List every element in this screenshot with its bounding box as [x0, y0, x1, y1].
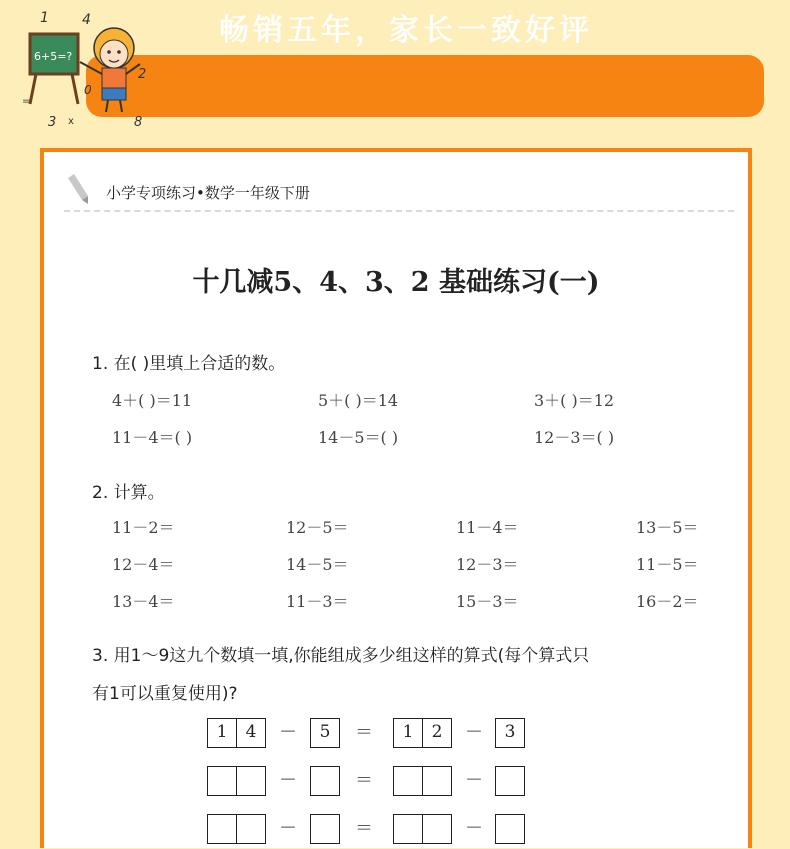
mascot-digit: 3 [48, 115, 57, 130]
empty-digit-box[interactable] [495, 814, 525, 844]
mascot-digit: 4 [82, 12, 91, 28]
empty-digit-box[interactable] [310, 814, 340, 844]
q1-item: 14－5＝( ) [318, 428, 399, 447]
pencil-icon [64, 174, 90, 204]
q2-item: 13－5＝ [636, 518, 699, 537]
mascot-illustration [18, 4, 158, 130]
q2-item: 12－5＝ [286, 518, 349, 537]
mascot-digit: x [68, 116, 74, 127]
digit-box: 4 [236, 718, 266, 748]
empty-digit-box[interactable] [207, 814, 237, 844]
lesson-title: 十几减5、4、3、2 基础练习(一) [192, 267, 600, 298]
mascot-digit: = [22, 96, 31, 107]
question-3-prompt-line1: 3. 用1～9这九个数填一填,你能组成多少组这样的算式(每个算式只 [92, 646, 590, 666]
q1-item: 12－3＝( ) [534, 428, 615, 447]
mascot-digit: 8 [134, 115, 143, 130]
promo-banner [86, 55, 764, 117]
question-3-prompt-line2: 有1可以重复使用)? [92, 684, 238, 704]
mascot-digit: 1 [40, 10, 49, 26]
q2-item: 12－3＝ [456, 555, 519, 574]
q2-item: 16－2＝ [636, 592, 699, 611]
minus-sign: － [279, 722, 297, 743]
q2-item: 11－2＝ [112, 518, 175, 537]
minus-sign: － [465, 770, 483, 791]
empty-digit-box[interactable] [236, 814, 266, 844]
digit-box: 5 [310, 718, 340, 748]
q2-item: 12－4＝ [112, 555, 175, 574]
digit-box: 3 [495, 718, 525, 748]
q1-item: 5＋( )＝14 [318, 391, 399, 410]
empty-digit-box[interactable] [495, 766, 525, 796]
minus-sign: － [279, 818, 297, 839]
empty-digit-box[interactable] [422, 814, 452, 844]
q2-item: 11－4＝ [456, 518, 519, 537]
empty-digit-box[interactable] [310, 766, 340, 796]
empty-digit-box[interactable] [236, 766, 266, 796]
q2-item: 13－4＝ [112, 592, 175, 611]
digit-box: 2 [422, 718, 452, 748]
equation-row-example [207, 718, 537, 748]
mascot-digit: 0 [84, 83, 92, 97]
q2-item: 15－3＝ [456, 592, 519, 611]
minus-sign: － [465, 818, 483, 839]
digit-box: 1 [393, 718, 423, 748]
blackboard-text: 6+5=? [34, 50, 73, 63]
q1-item: 4＋( )＝11 [112, 391, 193, 410]
q2-item: 11－3＝ [286, 592, 349, 611]
banner-title: 畅销五年，家长一致好评 [219, 13, 593, 48]
page-header [64, 172, 734, 212]
mascot-digit: 2 [138, 67, 147, 82]
empty-digit-box[interactable] [393, 766, 423, 796]
question-2-prompt: 2. 计算。 [92, 483, 165, 503]
worksheet-page [40, 148, 752, 848]
equals-sign: ＝ [355, 722, 373, 743]
q1-item: 11－4＝( ) [112, 428, 193, 447]
digit-box: 1 [207, 718, 237, 748]
minus-sign: － [465, 722, 483, 743]
equals-sign: ＝ [355, 770, 373, 791]
empty-digit-box[interactable] [207, 766, 237, 796]
equals-sign: ＝ [355, 818, 373, 839]
series-title: 小学专项练习•数学一年级下册 [106, 184, 310, 202]
equation-row-blank [207, 766, 537, 796]
empty-digit-box[interactable] [393, 814, 423, 844]
minus-sign: － [279, 770, 297, 791]
equation-row-blank [207, 814, 537, 844]
q2-item: 11－5＝ [636, 555, 699, 574]
q1-item: 3＋( )＝12 [534, 391, 615, 410]
empty-digit-box[interactable] [422, 766, 452, 796]
q2-item: 14－5＝ [286, 555, 349, 574]
question-1-prompt: 1. 在( )里填上合适的数。 [92, 354, 286, 374]
